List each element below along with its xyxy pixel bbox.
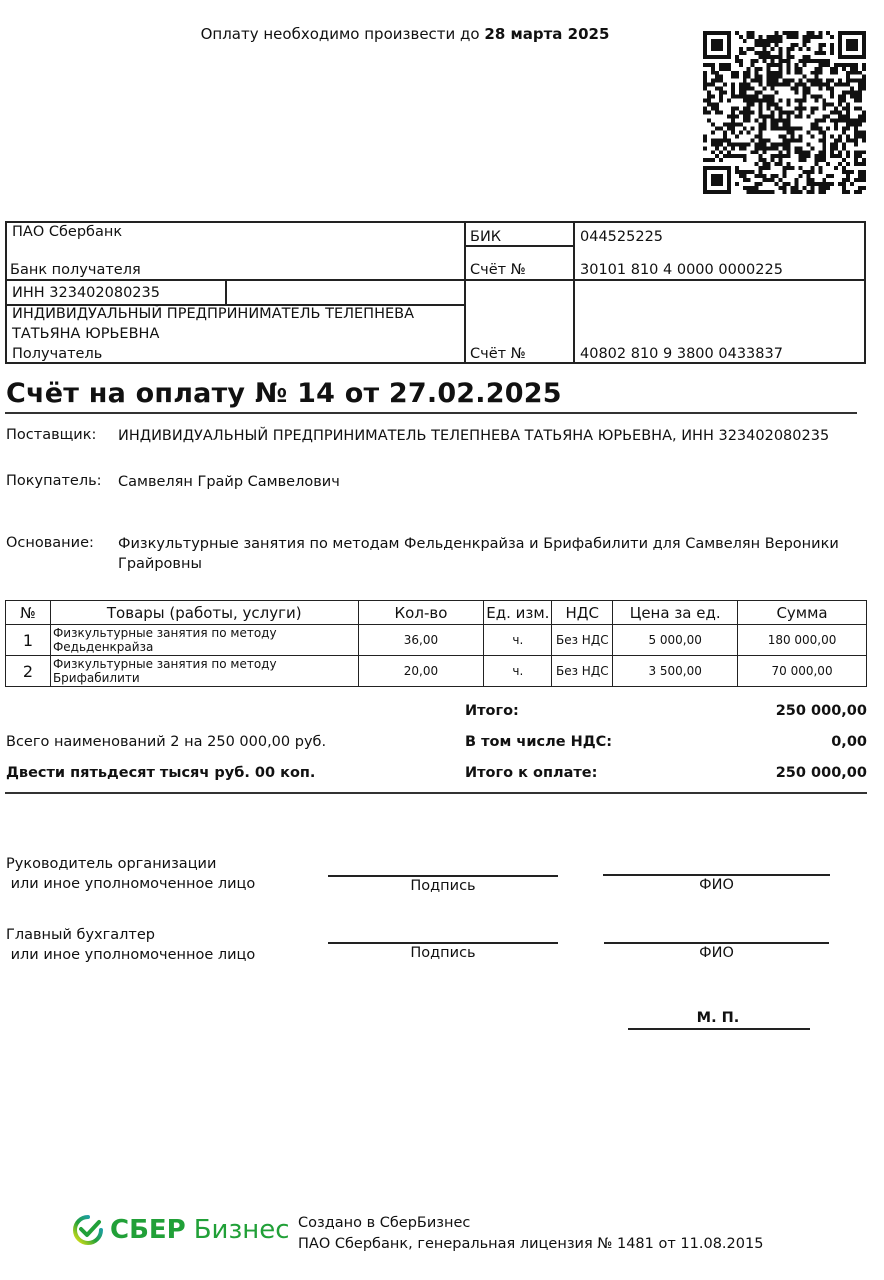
row-unit: ч. bbox=[484, 625, 552, 656]
row-no: 2 bbox=[6, 656, 51, 687]
divider bbox=[5, 279, 866, 281]
vat-value: 0,00 bbox=[831, 734, 867, 750]
items-summary: Всего наименований 2 на 250 000,00 руб. bbox=[6, 734, 327, 750]
deadline-date: 28 марта 2025 bbox=[484, 25, 610, 43]
head-name-line bbox=[603, 874, 830, 876]
row-no: 1 bbox=[6, 625, 51, 656]
accountant-name-caption: ФИО bbox=[699, 945, 734, 961]
divider bbox=[225, 280, 227, 305]
payment-deadline bbox=[0, 25, 810, 43]
to-pay-label: Итого к оплате: bbox=[465, 765, 598, 781]
buyer-label: Покупатель: bbox=[6, 473, 102, 489]
accountant-signatory-label bbox=[6, 925, 255, 965]
row-qty: 36,00 bbox=[358, 625, 484, 656]
row-sum: 70 000,00 bbox=[738, 656, 867, 687]
row-name-line1: Физкультурные занятия по методу bbox=[52, 657, 277, 671]
bik-label: БИК bbox=[470, 229, 502, 245]
sber-business-logo bbox=[72, 1213, 290, 1247]
totals-divider bbox=[5, 792, 867, 794]
goods-table bbox=[5, 600, 867, 687]
corr-account-label: Счёт № bbox=[470, 262, 526, 278]
created-in-text: Создано в СберБизнес bbox=[298, 1215, 471, 1231]
divider bbox=[464, 221, 466, 364]
row-name-line1: Физкультурные занятия по методу bbox=[52, 626, 277, 640]
supplier-label: Поставщик: bbox=[6, 427, 97, 443]
col-header-name: Товары (работы, услуги) bbox=[50, 601, 358, 625]
col-header-no: № bbox=[6, 601, 51, 625]
col-header-vat: НДС bbox=[552, 601, 613, 625]
vat-label: В том числе НДС: bbox=[465, 734, 613, 750]
bank-name: ПАО Сбербанк bbox=[12, 224, 123, 240]
goods-table-header bbox=[6, 601, 867, 625]
row-unit: ч. bbox=[484, 656, 552, 687]
head-signature-line bbox=[328, 875, 558, 877]
divider bbox=[573, 221, 575, 364]
col-header-sum: Сумма bbox=[738, 601, 867, 625]
total-label: Итого: bbox=[465, 703, 519, 719]
col-header-unit: Ед. изм. bbox=[484, 601, 552, 625]
license-text: ПАО Сбербанк, генеральная лицензия № 1481 от 11.08.2015 bbox=[298, 1236, 764, 1252]
divider bbox=[464, 245, 574, 247]
col-header-price: Цена за ед. bbox=[613, 601, 738, 625]
head-signatory-label bbox=[6, 854, 255, 894]
basis-value: Физкультурные занятия по методам Фельденкрайза и Брифабилити для Самвелян Вероники Грайровны bbox=[118, 536, 839, 572]
title-underline bbox=[5, 412, 857, 414]
corr-account-value: 30101 810 4 0000 0000225 bbox=[580, 262, 783, 278]
row-name bbox=[50, 656, 358, 687]
recipient-inn: ИНН 323402080235 bbox=[12, 285, 160, 301]
account-label: Счёт № bbox=[470, 346, 526, 362]
accountant-signature-caption: Подпись bbox=[410, 945, 476, 961]
head-label-line2: или иное уполномоченное лицо bbox=[6, 876, 256, 892]
stamp-line bbox=[628, 1028, 810, 1030]
stamp-caption: М. П. bbox=[696, 1010, 740, 1026]
row-sum: 180 000,00 bbox=[738, 625, 867, 656]
row-name bbox=[50, 625, 358, 656]
accountant-signature-line bbox=[328, 942, 558, 944]
qr-finder-pattern bbox=[838, 31, 866, 59]
accountant-label-line2: или иное уполномоченное лицо bbox=[6, 947, 256, 963]
logo-sber-text: СБЕР bbox=[110, 1215, 186, 1245]
row-vat: Без НДС bbox=[552, 656, 613, 687]
bik-value: 044525225 bbox=[580, 229, 664, 245]
row-vat: Без НДС bbox=[552, 625, 613, 656]
logo-business-text: Бизнес bbox=[193, 1215, 290, 1245]
qr-finder-pattern bbox=[703, 166, 731, 194]
head-label-line1: Руководитель организации bbox=[6, 856, 217, 872]
row-name-line2: Федьденкрайза bbox=[52, 640, 154, 654]
recipient-caption: Получатель bbox=[12, 346, 103, 362]
bank-caption: Банк получателя bbox=[10, 262, 141, 278]
row-price: 3 500,00 bbox=[613, 656, 738, 687]
recipient-name-line1: ИНДИВИДУАЛЬНЫЙ ПРЕДПРИНИМАТЕЛЬ ТЕЛЕПНЕВА bbox=[12, 306, 415, 322]
account-value: 40802 810 9 3800 0433837 bbox=[580, 346, 783, 362]
qr-finder-pattern bbox=[703, 31, 731, 59]
table-row bbox=[6, 625, 867, 656]
to-pay-value: 250 000,00 bbox=[775, 765, 867, 781]
head-signature-caption: Подпись bbox=[410, 878, 476, 894]
head-name-caption: ФИО bbox=[699, 877, 734, 893]
row-qty: 20,00 bbox=[358, 656, 484, 687]
accountant-label-line1: Главный бухгалтер bbox=[6, 927, 155, 943]
row-price: 5 000,00 bbox=[613, 625, 738, 656]
qr-code-icon bbox=[703, 31, 866, 194]
buyer-value: Самвелян Грайр Самвелович bbox=[118, 474, 340, 490]
invoice-title: Счёт на оплату № 14 от 27.02.2025 bbox=[6, 378, 562, 409]
sber-check-icon bbox=[72, 1214, 104, 1246]
row-name-line2: Брифабилити bbox=[52, 671, 140, 685]
amount-in-words: Двести пятьдесят тысяч руб. 00 коп. bbox=[6, 765, 316, 781]
supplier-value: ИНДИВИДУАЛЬНЫЙ ПРЕДПРИНИМАТЕЛЬ ТЕЛЕПНЕВА ТАТЬЯНА ЮРЬЕВНА, ИНН 323402080235 bbox=[118, 428, 830, 444]
deadline-prefix: Оплату необходимо произвести до bbox=[200, 25, 480, 43]
total-value: 250 000,00 bbox=[775, 703, 867, 719]
accountant-name-line bbox=[604, 942, 829, 944]
recipient-name-line2: ТАТЬЯНА ЮРЬЕВНА bbox=[12, 326, 160, 342]
basis-label: Основание: bbox=[6, 535, 94, 551]
table-row bbox=[6, 656, 867, 687]
col-header-qty: Кол-во bbox=[358, 601, 484, 625]
